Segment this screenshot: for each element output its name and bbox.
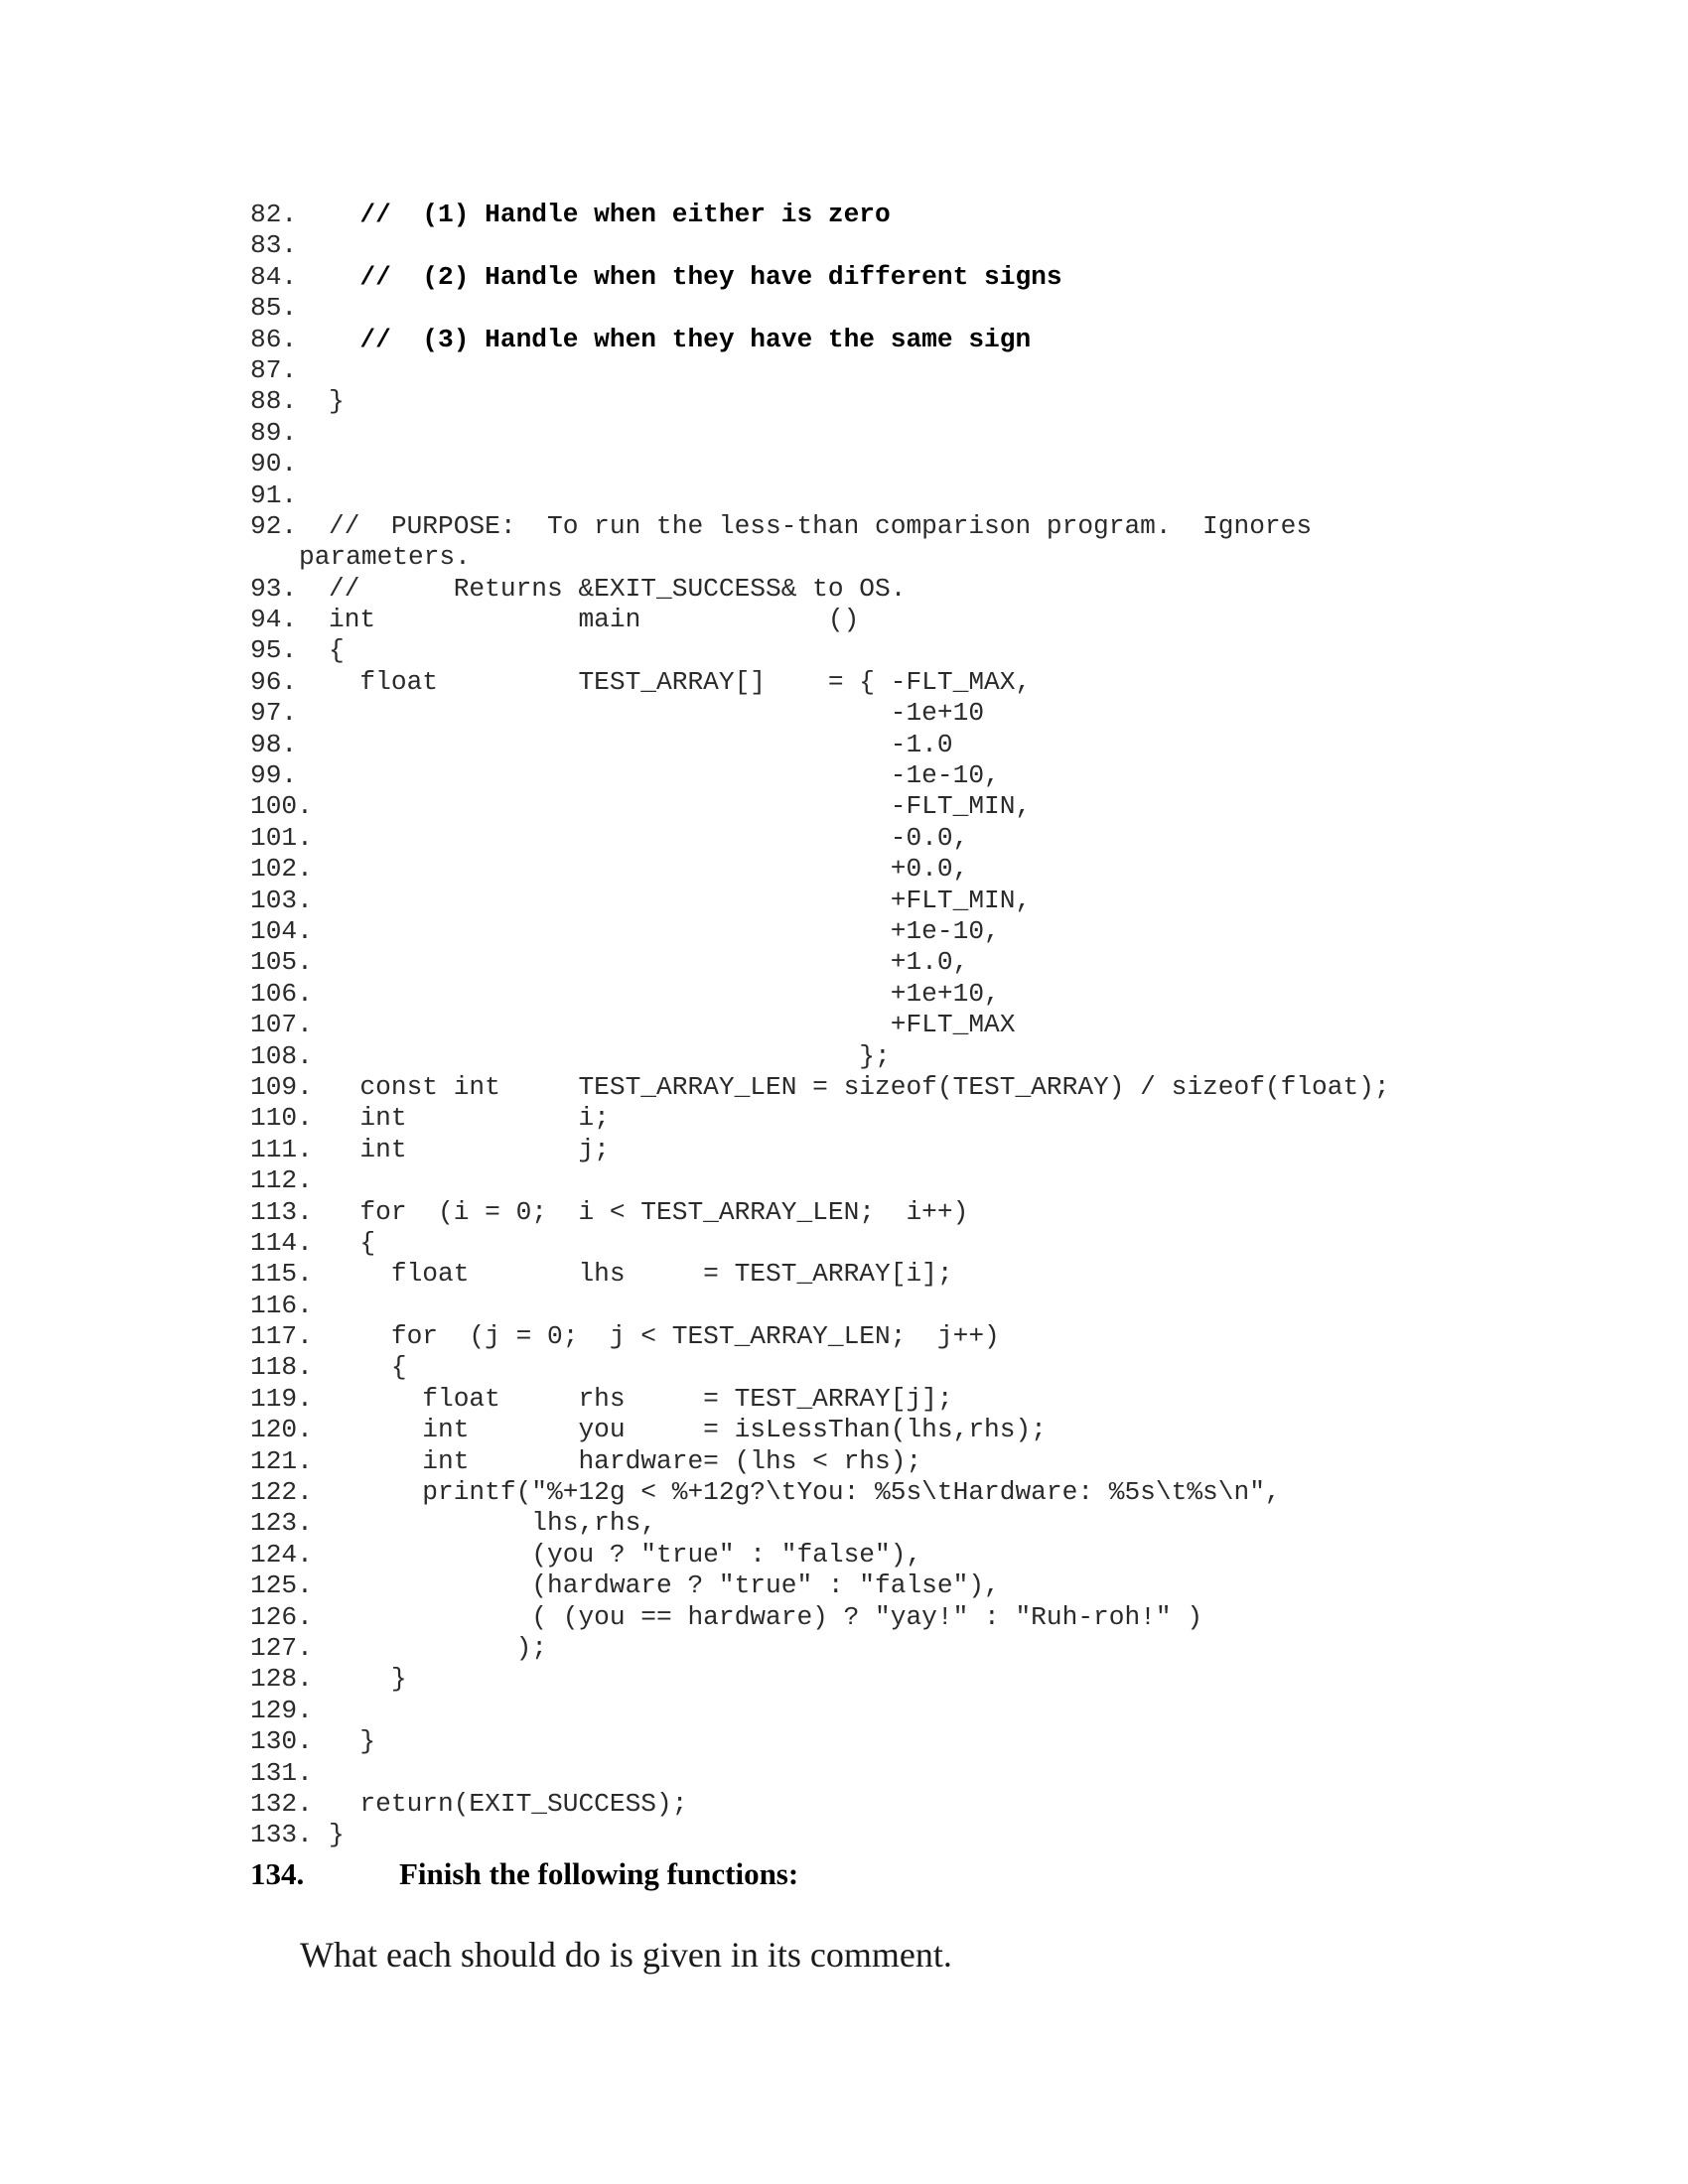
line-number: 96. (250, 666, 298, 697)
line-number: 127. (250, 1632, 313, 1663)
line-number: 101. (250, 822, 313, 853)
code-line (250, 605, 1541, 635)
line-number: 113. (250, 1196, 313, 1227)
code-line (250, 886, 1541, 916)
heading-title: Finish the following functions: (399, 1856, 799, 1891)
line-number: 114. (250, 1227, 313, 1258)
code-line (250, 418, 1541, 449)
code-text: float rhs = TEST_ARRAY[j]; (329, 1383, 953, 1414)
line-number: 85. (250, 293, 298, 324)
code-line (250, 730, 1541, 760)
code-line (250, 262, 1541, 293)
line-number: 111. (250, 1134, 313, 1164)
code-line (250, 293, 1541, 324)
code-line (250, 1477, 1541, 1508)
line-number: 87. (250, 354, 298, 385)
code-text: int main () (329, 605, 860, 635)
code-line (250, 760, 1541, 791)
code-line (250, 1602, 1541, 1633)
code-text: (hardware ? "true" : "false"), (329, 1570, 1000, 1601)
code-text: -1.0 (329, 729, 953, 759)
code-line (250, 635, 1541, 666)
line-number: 131. (250, 1757, 313, 1788)
code-line (250, 1726, 1541, 1757)
code-line (250, 1291, 1541, 1321)
line-number: 107. (250, 1010, 313, 1040)
code-text: ); (329, 1632, 548, 1663)
line-number: 98. (250, 729, 298, 759)
code-text: +1e+10, (329, 978, 1000, 1009)
code-text: -1e-10, (329, 760, 1000, 791)
line-number: 83. (250, 230, 298, 261)
line-number: 95. (250, 635, 298, 666)
code-text: int you = isLessThan(lhs,rhs); (329, 1415, 1047, 1445)
code-text: // Returns &EXIT_SUCCESS& to OS. (329, 573, 907, 604)
line-number: 121. (250, 1445, 313, 1476)
line-number: 125. (250, 1570, 313, 1601)
line-number: 97. (250, 698, 298, 729)
code-text: -FLT_MIN, (329, 791, 1032, 822)
code-line (250, 1570, 1541, 1601)
line-number: 115. (250, 1259, 313, 1290)
code-line (250, 1259, 1541, 1290)
code-line (250, 1789, 1541, 1820)
code-text: } (329, 1726, 376, 1757)
code-line (250, 1384, 1541, 1415)
line-number: 90. (250, 449, 298, 479)
code-line (250, 979, 1541, 1010)
line-number: 89. (250, 417, 298, 448)
line-number: 108. (250, 1040, 313, 1071)
line-number: 116. (250, 1290, 313, 1320)
code-text: printf("%+12g < %+12g?\tYou: %5s\tHardware: %5s\t%s\n", (329, 1477, 1281, 1508)
code-line (250, 791, 1541, 822)
code-line (250, 1135, 1541, 1165)
code-text: { (329, 1352, 407, 1383)
code-text: // (3) Handle when they have the same sign (329, 324, 1032, 354)
line-number: 132. (250, 1788, 313, 1819)
line-number: 126. (250, 1601, 313, 1632)
line-number: 102. (250, 854, 313, 885)
code-line (250, 1228, 1541, 1259)
code-line-continuation (250, 542, 1541, 573)
code-line (250, 449, 1541, 479)
line-number: 123. (250, 1508, 313, 1539)
line-number: 117. (250, 1321, 313, 1352)
code-text: +FLT_MAX (329, 1010, 1016, 1040)
code-text: // (1) Handle when either is zero (329, 200, 891, 229)
code-text: int i; (329, 1103, 610, 1134)
code-line (250, 1540, 1541, 1570)
line-number: 103. (250, 885, 313, 915)
code-text: for (j = 0; j < TEST_ARRAY_LEN; j++) (329, 1321, 1000, 1352)
code-text: int hardware= (lhs < rhs); (329, 1445, 922, 1476)
line-number: 128. (250, 1664, 313, 1695)
line-number: 124. (250, 1539, 313, 1570)
code-line (250, 1415, 1541, 1445)
code-line (250, 1041, 1541, 1072)
code-listing (250, 200, 1541, 1851)
code-line (250, 854, 1541, 885)
line-number: 120. (250, 1415, 313, 1445)
code-line (250, 325, 1541, 355)
line-number: 110. (250, 1103, 313, 1134)
code-line (250, 1010, 1541, 1040)
line-number: 93. (250, 573, 298, 604)
code-line (250, 1072, 1541, 1103)
line-number: 112. (250, 1165, 313, 1196)
line-number: 88. (250, 386, 298, 417)
code-line (250, 511, 1541, 542)
code-line (250, 1197, 1541, 1228)
line-number: 122. (250, 1477, 313, 1508)
line-number: 92. (250, 510, 298, 541)
code-text: lhs,rhs, (329, 1508, 657, 1539)
code-text: (you ? "true" : "false"), (329, 1539, 922, 1570)
code-text: +FLT_MIN, (329, 885, 1032, 915)
code-text: float TEST_ARRAY[] = { -FLT_MAX, (329, 666, 1032, 697)
code-text: +0.0, (329, 854, 969, 885)
heading-number: 134. (250, 1856, 305, 1891)
code-line (250, 698, 1541, 729)
code-line (250, 1165, 1541, 1196)
line-number: 129. (250, 1695, 313, 1725)
code-text: -1e+10 (329, 698, 985, 729)
line-number: 106. (250, 978, 313, 1009)
code-text: // (2) Handle when they have different signs (329, 261, 1062, 292)
code-line (250, 947, 1541, 978)
instruction-paragraph: What each should do is given in its comment. (300, 1935, 952, 1975)
code-line (250, 230, 1541, 261)
code-text: +1.0, (329, 947, 969, 978)
code-text: int j; (329, 1134, 610, 1164)
code-line (250, 916, 1541, 947)
code-text: { (329, 1227, 376, 1258)
code-line (250, 1758, 1541, 1789)
line-number: 84. (250, 261, 298, 292)
line-number: 109. (250, 1071, 313, 1102)
line-number: 94. (250, 605, 298, 635)
line-number: 99. (250, 760, 298, 791)
line-number: 86. (250, 324, 298, 354)
line-number: 104. (250, 915, 313, 946)
line-number: 105. (250, 947, 313, 978)
code-line (250, 1508, 1541, 1539)
code-text: for (i = 0; i < TEST_ARRAY_LEN; i++) (329, 1196, 969, 1227)
line-number: 133. (250, 1820, 313, 1850)
code-text: const int TEST_ARRAY_LEN = sizeof(TEST_ARRAY) / sizeof(float); (329, 1071, 1390, 1102)
line-number: 119. (250, 1383, 313, 1414)
section-heading (250, 1854, 798, 1894)
code-line (250, 1103, 1541, 1134)
code-line (250, 823, 1541, 854)
code-line (250, 1696, 1541, 1726)
code-line (250, 1664, 1541, 1695)
line-number: 130. (250, 1726, 313, 1757)
code-line (250, 574, 1541, 605)
code-line (250, 667, 1541, 698)
code-text: // PURPOSE: To run the less-than comparison program. Ignores (329, 510, 1313, 541)
code-text: { (329, 635, 345, 666)
code-text: } (329, 1820, 345, 1850)
line-number: 100. (250, 791, 313, 822)
code-text: float lhs = TEST_ARRAY[i]; (329, 1259, 953, 1290)
line-number: 118. (250, 1352, 313, 1383)
code-text: } (329, 386, 345, 417)
code-text: -0.0, (329, 822, 969, 853)
code-text: +1e-10, (329, 915, 1000, 946)
code-line (250, 1633, 1541, 1664)
code-line (250, 386, 1541, 417)
code-text: parameters. (299, 542, 471, 573)
code-line (250, 1321, 1541, 1352)
code-line (250, 1820, 1541, 1850)
line-number: 91. (250, 479, 298, 510)
code-text: } (329, 1664, 407, 1695)
code-text: return(EXIT_SUCCESS); (329, 1788, 688, 1819)
code-line (250, 200, 1541, 230)
code-line (250, 1352, 1541, 1383)
code-text: ( (you == hardware) ? "yay!" : "Ruh-roh!" ) (329, 1601, 1203, 1632)
code-line (250, 480, 1541, 511)
code-line (250, 355, 1541, 386)
line-number: 82. (250, 200, 298, 229)
code-line (250, 1446, 1541, 1477)
code-text: }; (329, 1040, 891, 1071)
